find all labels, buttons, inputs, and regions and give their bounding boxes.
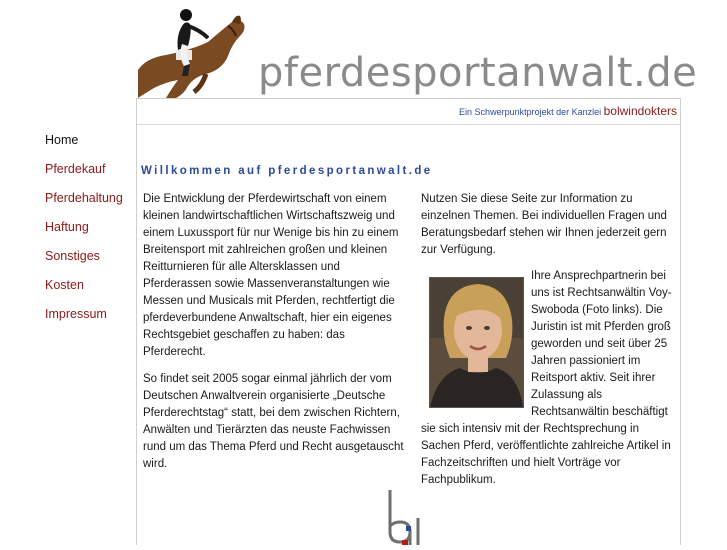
pferderechtstag-paragraph: So findet seit 2005 sogar einmal jährlich der vom Deutschen Anwaltverein organisierte „Deutsche Pferderechtstag“ statt, bei dem zwischen Richtern, Anwälten und Tierärzten das neuste Fachwissen rund um das Thema Pferd und Recht ausgetauscht wird. [143, 373, 404, 470]
lawyer-portrait-image [429, 277, 524, 408]
intro-column [143, 191, 408, 483]
nav-item-pferdehaltung[interactable]: Pferdehaltung [45, 191, 123, 205]
tagline-divider [137, 124, 680, 125]
info-paragraph: Nutzen Sie diese Seite zur Information zu einzelnen Themen. Bei individuellen Fragen und Beratungsbedarf stehen wir Ihnen jederzeit gern zur Verfügung. [421, 193, 667, 256]
tagline [459, 104, 677, 118]
nav-item-home[interactable]: Home [45, 133, 79, 147]
nav-item-kosten[interactable]: Kosten [45, 278, 84, 292]
nav-item-impressum[interactable]: Impressum [45, 307, 107, 321]
bolwindokters-logo[interactable] [380, 488, 432, 545]
nav-item-sonstiges[interactable]: Sonstiges [45, 249, 100, 263]
tagline-prefix: Ein Schwerpunktprojekt der Kanzlei [459, 107, 604, 117]
main-nav [45, 126, 123, 329]
show-jumper-logo-image [136, 0, 248, 98]
site-name: pferdesportanwalt.de [258, 50, 698, 96]
intro-paragraph: Die Entwicklung der Pferdewirtschaft von einem kleinen landwirtschaftlichen Wirtschaftszweig und einem Luxussport für nur Wenige bis hin zu einem Breitensport mit zahlreichen großen und kleinen Reitturnieren für alle Altersklassen und Pferderassen sowie Massenveranstaltungen wie Messen und Musicals mit Pferden, rechtfertigt die pferdeverbundene Anwaltschaft, hier ein eigenes Rechtsgebiet geschaffen zu haben: das Pferderecht. [143, 193, 399, 358]
nav-item-haftung[interactable]: Haftung [45, 220, 89, 234]
bio-paragraph: Ihre Ansprechpartnerin bei uns ist Rechtsanwältin Voy-Swoboda (Foto links). Die Juristin ist mit Pferden groß geworden und seit über 25 Jahren passioniert im Reitsport aktiv. Seit ihrer Zulassung als Rechtsanwältin beschäftigt sie sich intensiv mit der Rechtsprechung in Sachen Pferd, veröffentlichte zahlreiche Artikel in Fachzeitschriften und hielt Vorträge vor Fachpublikum. [421, 270, 672, 486]
page-heading: Willkommen auf pferdesportanwalt.de [141, 165, 433, 177]
tagline-brand-link[interactable]: bolwindokters [603, 104, 677, 118]
nav-item-pferdekauf[interactable]: Pferdekauf [45, 162, 106, 176]
